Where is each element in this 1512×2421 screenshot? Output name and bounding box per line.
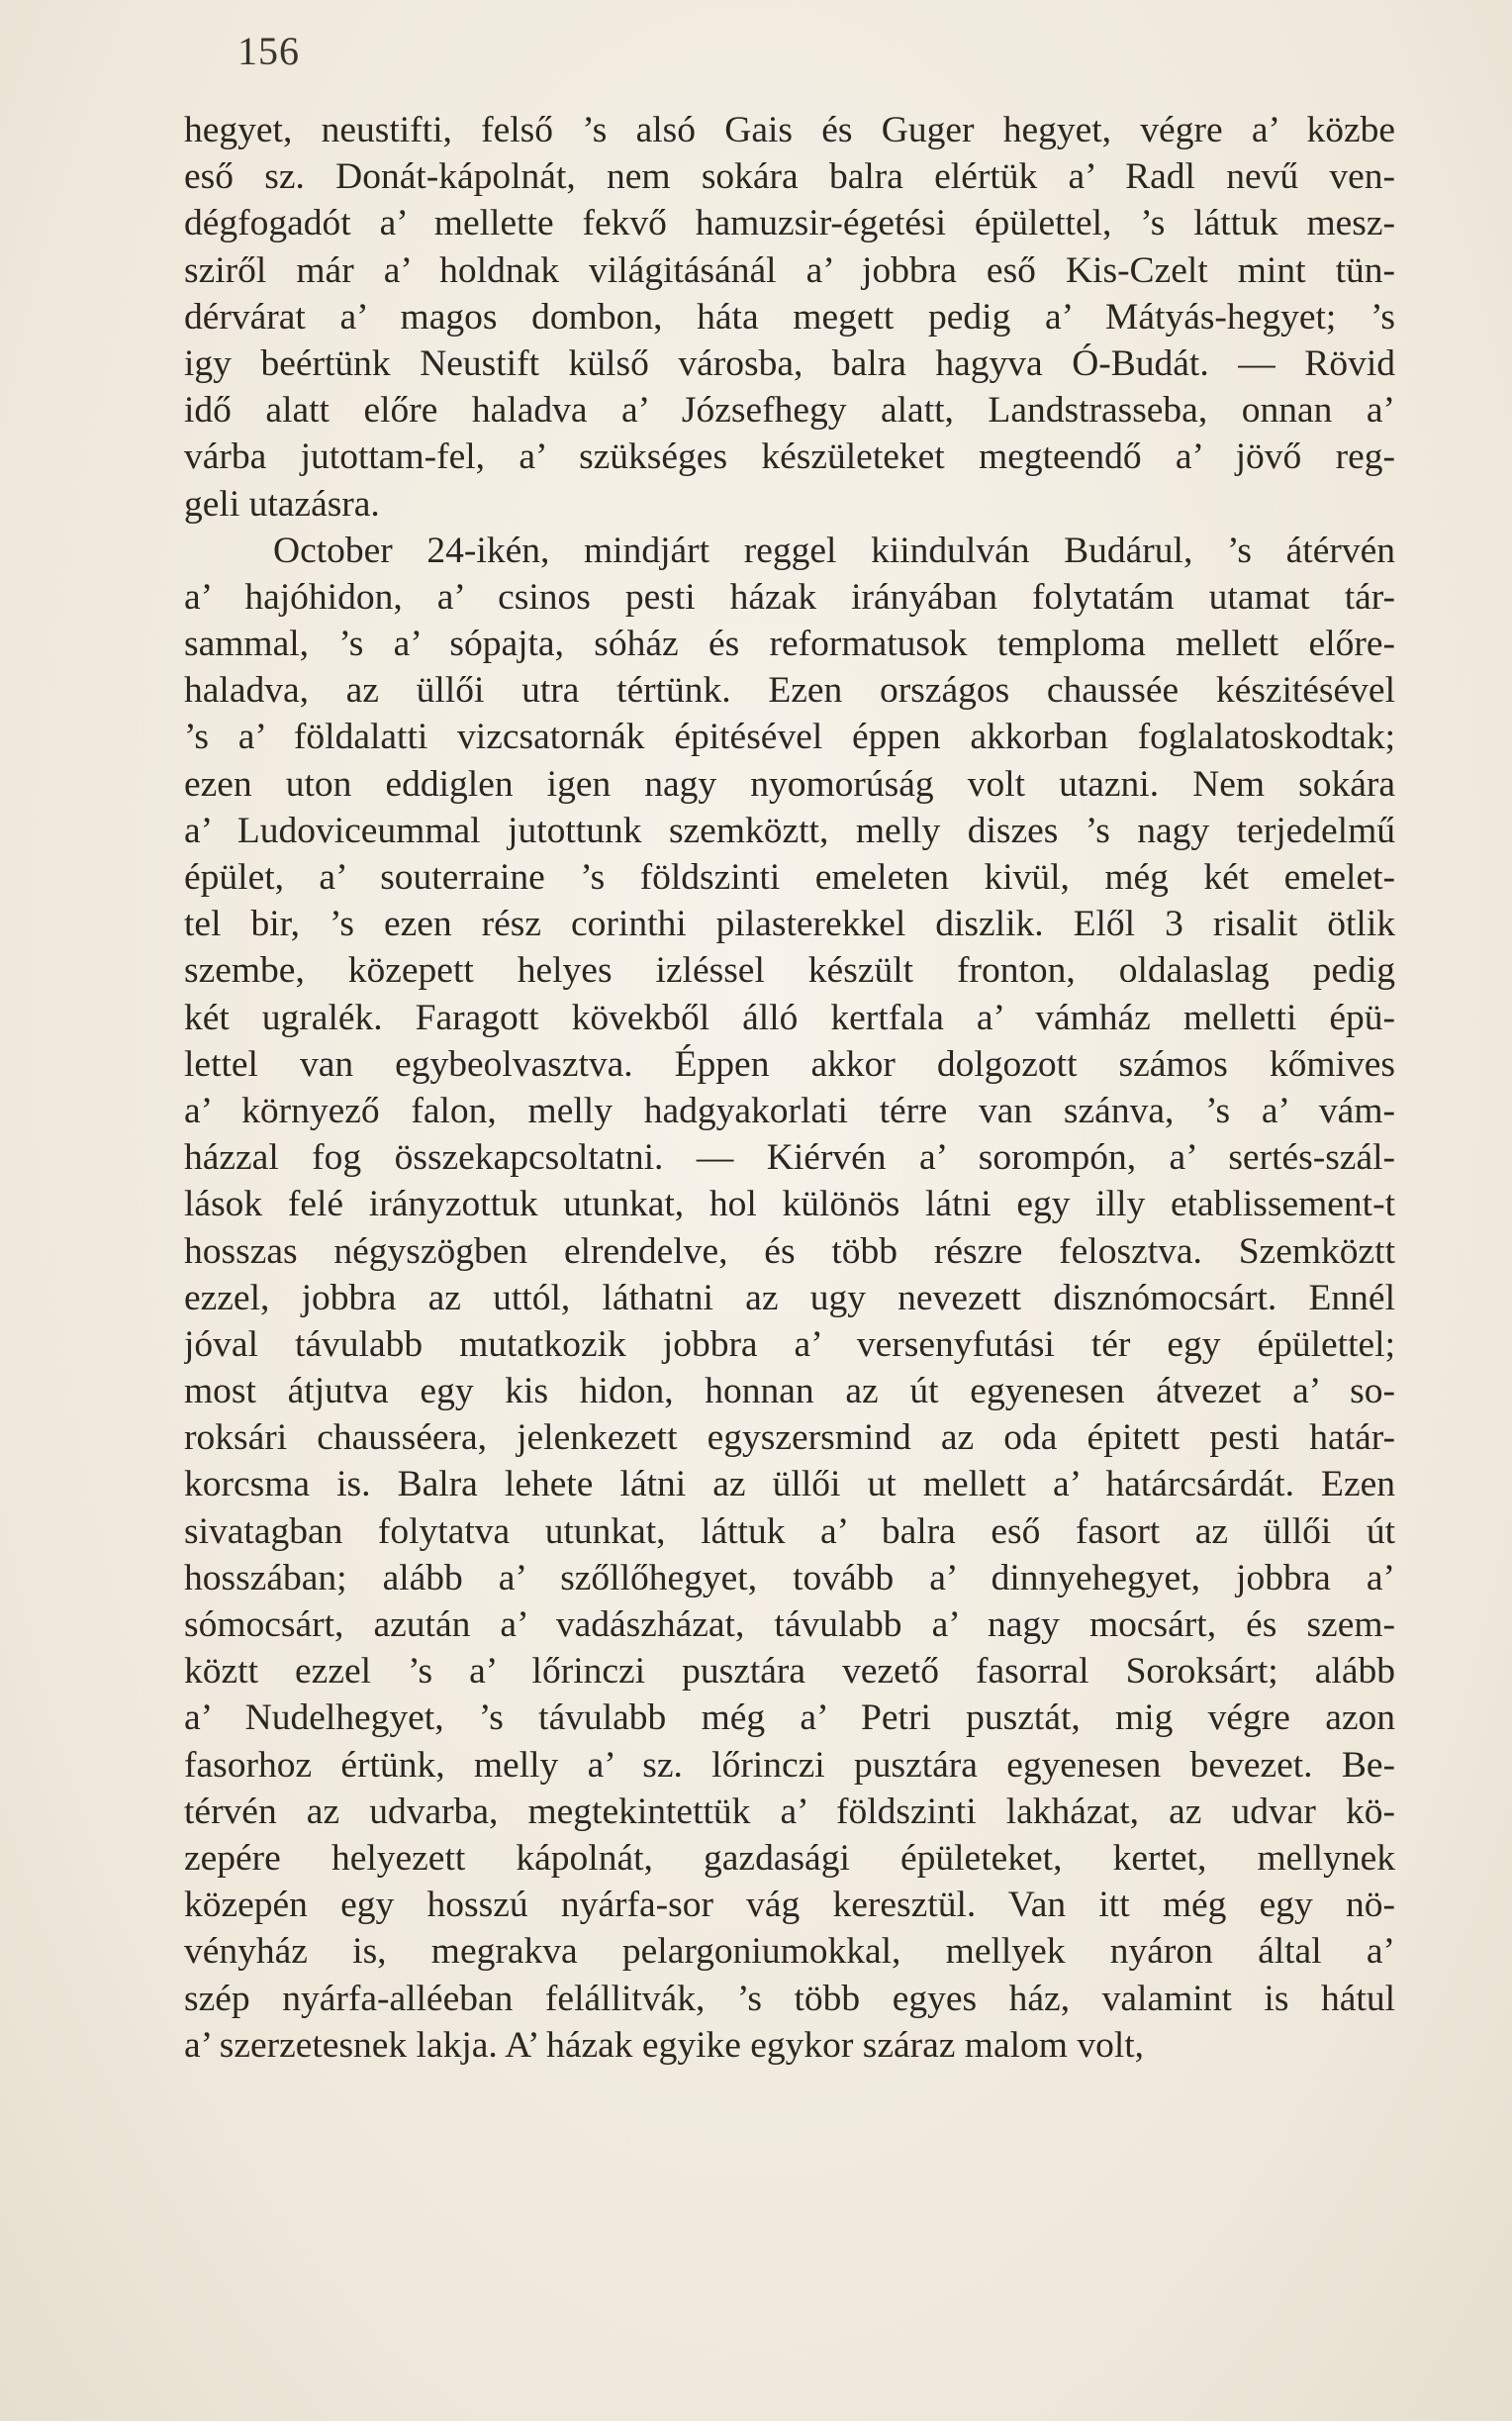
text-line: épület, a’ souterraine ’s földszinti emeleten kivül, még két emelet- [184, 857, 1395, 898]
text-line: sómocsárt, azután a’ vadászházat, távulabb a’ nagy mocsárt, és szem- [184, 1604, 1395, 1645]
text-line: geli utazásra. [184, 483, 380, 525]
text-line: a’ Ludoviceummal jutottunk szemköztt, melly diszes ’s nagy terjedelmű [184, 810, 1395, 851]
text-line: a’ hajóhidon, a’ csinos pesti házak irányában folytatám utamat tár- [184, 576, 1395, 618]
text-line: October 24-ikén, mindjárt reggel kiindulván Budárul, ’s átérvén [273, 530, 1395, 571]
text-line: sziről már a’ holdnak világitásánál a’ jobbra eső Kis-Czelt mint tün- [184, 249, 1395, 291]
text-line: hegyet, neustifti, felső ’s alsó Gais és Guger hegyet, végre a’ közbe [184, 110, 1395, 150]
text-line: igy beértünk Neustift külső városba, balra hagyva Ó-Budát. — Rövid [184, 342, 1395, 384]
text-line: közepén egy hosszú nyárfa-sor vág keresztül. Van itt még egy nö- [184, 1885, 1395, 1926]
text-line: ezzel, jobbra az uttól, láthatni az ugy nevezett disznómocsárt. Ennél [184, 1277, 1395, 1318]
text-line: most átjutva egy kis hidon, honnan az út egyenesen átvezet a’ so- [184, 1371, 1395, 1412]
text-line: ’s a’ földalatti vizcsatornák épitésével éppen akkorban foglalatoskodtak; [184, 717, 1395, 758]
text-line: jóval távulabb mutatkozik jobbra a’ versenyfutási tér egy épülettel; [184, 1323, 1395, 1365]
text-line: dérvárat a’ magos dombon, háta megett pedig a’ Mátyás-hegyet; ’s [184, 296, 1395, 338]
text-line: tel bir, ’s ezen rész corinthi pilasterekkel diszlik. Elől 3 risalit ötlik [184, 904, 1395, 945]
text-line: hosszában; alább a’ szőllőhegyet, tovább a’ dinnyehegyet, jobbra a’ [184, 1557, 1395, 1598]
text-line: a’ Nudelhegyet, ’s távulabb még a’ Petri pusztát, mig végre azon [184, 1697, 1395, 1739]
text-line: házzal fog összekapcsoltatni. — Kiérvén a’ sorompón, a’ sertés-szál- [184, 1137, 1395, 1179]
text-line: dégfogadót a’ mellette fekvő hamuzsir-égetési épülettel, ’s láttuk mesz- [184, 203, 1395, 244]
text-line: sammal, ’s a’ sópajta, sóház és reformatusok temploma mellett előre- [184, 624, 1395, 665]
text-line: a’ környező falon, melly hadgyakorlati térre van szánva, ’s a’ vám- [184, 1090, 1395, 1131]
text-line: zepére helyezett kápolnát, gazdasági épületeket, kertet, mellynek [184, 1837, 1395, 1879]
text-line: szép nyárfa-alléeban felállitvák, ’s több egyes ház, valamint is hátul [184, 1978, 1395, 2019]
body-text [184, 107, 1395, 2069]
text-line: hosszas négyszögben elrendelve, és több részre felosztva. Szemköztt [184, 1230, 1395, 1272]
text-line: roksári chausséera, jelenkezett egyszersmind az oda épitett pesti határ- [184, 1417, 1395, 1459]
text-line: köztt ezzel ’s a’ lőrinczi pusztára vezető fasorral Soroksárt; alább [184, 1651, 1395, 1693]
text-line: szembe, közepett helyes izléssel készült fronton, oldalaslag pedig [184, 950, 1395, 992]
text-line: térvén az udvarba, megtekintettük a’ földszinti lakházat, az udvar kö- [184, 1791, 1395, 1832]
text-line: sivatagban folytatva utunkat, láttuk a’ balra eső fasort az üllői út [184, 1510, 1395, 1552]
text-line: idő alatt előre haladva a’ Józsefhegy alatt, Landstrasseba, onnan a’ [184, 390, 1395, 432]
text-line: eső sz. Donát-kápolnát, nem sokára balra elértük a’ Radl nevű ven- [184, 156, 1395, 198]
text-line: lettel van egybeolvasztva. Éppen akkor dolgozott számos kőmives [184, 1043, 1395, 1085]
text-line: a’ szerzetesnek lakja. A’ házak egyike egykor száraz malom volt, [184, 2024, 1145, 2066]
text-line: korcsma is. Balra lehete látni az üllői ut mellett a’ határcsárdát. Ezen [184, 1464, 1395, 1505]
text-line: lások felé irányzottuk utunkat, hol különös látni egy illy etablissement-t [184, 1184, 1395, 1225]
text-line: fasorhoz értünk, melly a’ sz. lőrinczi pusztára egyenesen bevezet. Be- [184, 1744, 1395, 1786]
text-line: két ugralék. Faragott kövekből álló kertfala a’ vámház melletti épü- [184, 997, 1395, 1038]
text-line: haladva, az üllői utra tértünk. Ezen országos chaussée készitésével [184, 670, 1395, 712]
text-line: várba jutottam-fel, a’ szükséges készületeket megteendő a’ jövő reg- [184, 436, 1395, 478]
text-line: ezen uton eddiglen igen nagy nyomorúság volt utazni. Nem sokára [184, 763, 1395, 805]
page-number: 156 [237, 29, 300, 73]
text-line: vényház is, megrakva pelargoniumokkal, mellyek nyáron által a’ [184, 1931, 1395, 1973]
